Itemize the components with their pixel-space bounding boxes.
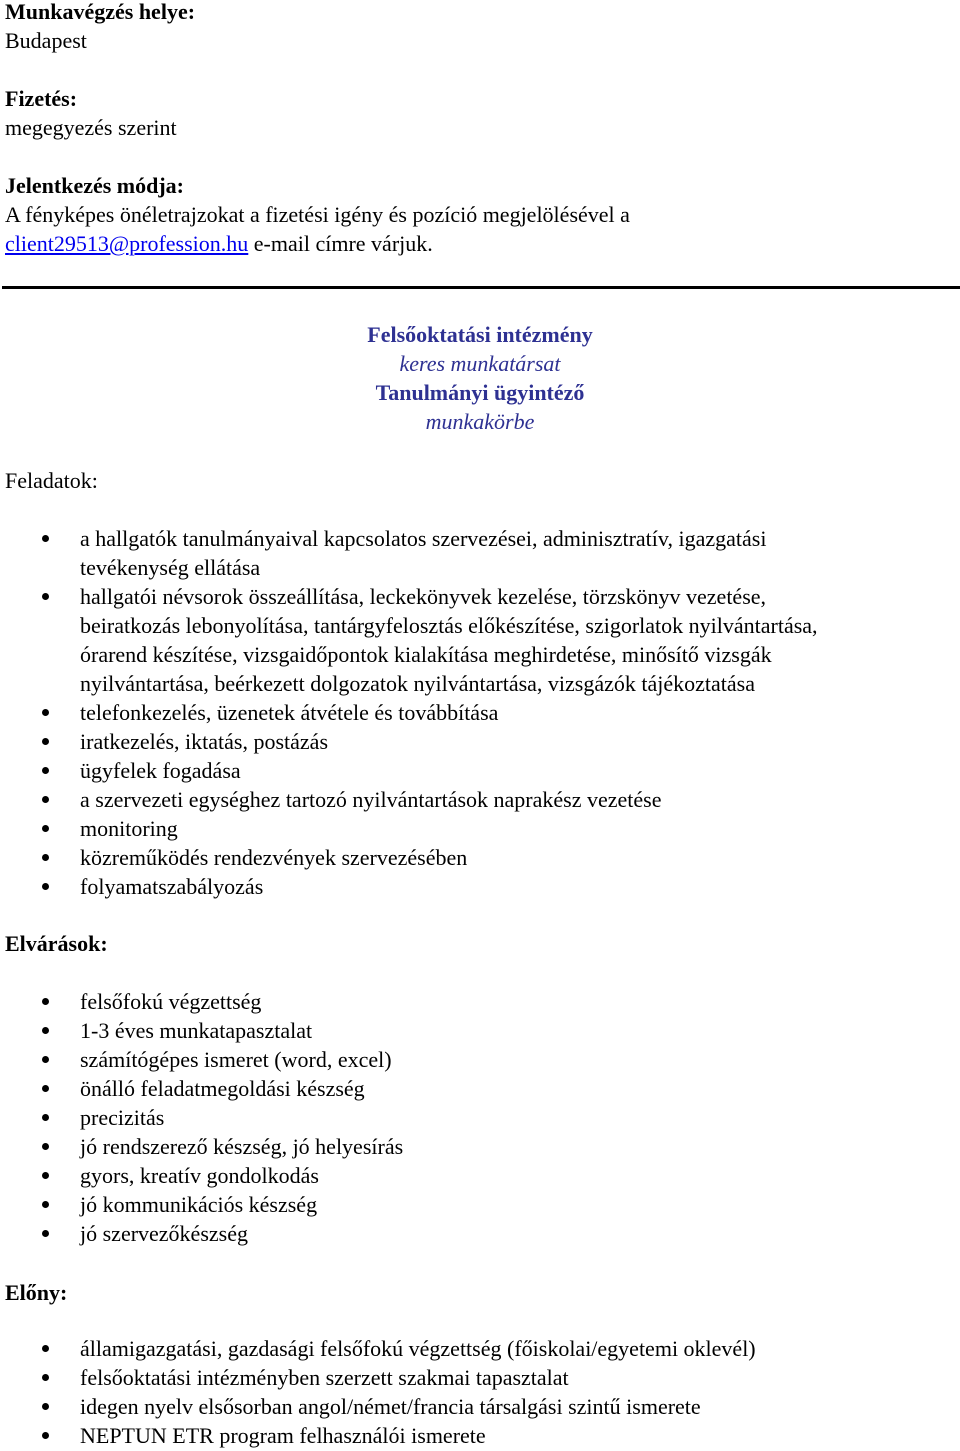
bullet-icon [42,1027,49,1034]
bullet-icon [42,998,49,1005]
bullet-icon [42,738,49,745]
list-item: ügyfelek fogadása [0,756,960,785]
list-item: folyamatszabályozás [0,872,960,901]
list-item: telefonkezelés, üzenetek átvétele és továbbítása [0,698,960,727]
list-item: jó szervezőkészség [0,1219,960,1248]
advantages-label: Előny: [5,1280,68,1305]
apply-email-link[interactable]: client29513@profession.hu [5,231,249,256]
list-item: a hallgatók tanulmányaival kapcsolatos szervezései, adminisztratív, igazgatási tevékenység ellátása [0,524,960,582]
horizontal-divider [2,286,960,289]
institution-title: Felsőoktatási intézmény [367,322,593,347]
bullet-icon [42,796,49,803]
tasks-list [0,524,960,901]
bullet-icon [42,593,49,600]
bullet-icon [42,1143,49,1150]
bullet-icon [42,1230,49,1237]
list-item: önálló feladatmegoldási készség [0,1074,960,1103]
position-title: Tanulmányi ügyintéző [375,380,585,405]
list-item: precizitás [0,1103,960,1132]
list-item: iratkezelés, iktatás, postázás [0,727,960,756]
list-item: számítógépes ismeret (word, excel) [0,1045,960,1074]
apply-email-suffix: e-mail címre várjuk. [248,231,433,256]
bullet-icon [42,1345,49,1352]
apply-email-line [5,229,433,258]
list-item: gyors, kreatív gondolkodás [0,1161,960,1190]
list-item: idegen nyelv elsősorban angol/német/francia társalgási szintű ismerete [0,1392,960,1421]
location-value: Budapest [5,28,87,53]
location-label: Munkavégzés helye: [5,0,196,24]
list-item: monitoring [0,814,960,843]
apply-text: A fényképes önéletrajzokat a fizetési igény és pozíció megjelölésével a [5,202,630,227]
bullet-icon [42,825,49,832]
list-item: felsőfokú végzettség [0,987,960,1016]
list-item: a szervezeti egységhez tartozó nyilvántartások naprakész vezetése [0,785,960,814]
list-item: NEPTUN ETR program felhasználói ismerete [0,1421,960,1450]
list-item: jó rendszerező készség, jó helyesírás [0,1132,960,1161]
bullet-icon [42,535,49,542]
requirements-list [0,987,960,1248]
bullet-icon [42,1374,49,1381]
list-item: hallgatói névsorok összeállítása, leckekönyvek kezelése, törzskönyv vezetése, beiratkozás lebonyolítása, tantárgyfelosztás előkészítése, szigorlatok nyilvántartása, órarend készítése, vizsgaidőpontok kialakítása meghirdetése, minősítő vizsgák nyilvántartása, beérkezett dolgozatok nyilvántartása, vizsgázók tájékoztatása [0,582,960,698]
requirements-label: Elvárások: [5,931,108,956]
bullet-icon [42,1432,49,1439]
tasks-label: Feladatok: [5,468,98,493]
salary-label: Fizetés: [5,86,78,111]
bullet-icon [42,1403,49,1410]
bullet-icon [42,1056,49,1063]
advantages-list [0,1334,960,1450]
bullet-icon [42,1201,49,1208]
bullet-icon [42,709,49,716]
list-item: felsőoktatási intézményben szerzett szakmai tapasztalat [0,1363,960,1392]
list-item: jó kommunikációs készség [0,1190,960,1219]
list-item: közreműködés rendezvények szervezésében [0,843,960,872]
role-subtitle: munkakörbe [425,409,535,434]
seeks-subtitle: keres munkatársat [399,351,561,376]
list-item: 1-3 éves munkatapasztalat [0,1016,960,1045]
bullet-icon [42,883,49,890]
bullet-icon [42,1114,49,1121]
bullet-icon [42,1085,49,1092]
bullet-icon [42,1172,49,1179]
bullet-icon [42,854,49,861]
salary-value: megegyezés szerint [5,115,177,140]
list-item: államigazgatási, gazdasági felsőfokú végzettség (főiskolai/egyetemi oklevél) [0,1334,960,1363]
apply-label: Jelentkezés módja: [5,173,185,198]
bullet-icon [42,767,49,774]
